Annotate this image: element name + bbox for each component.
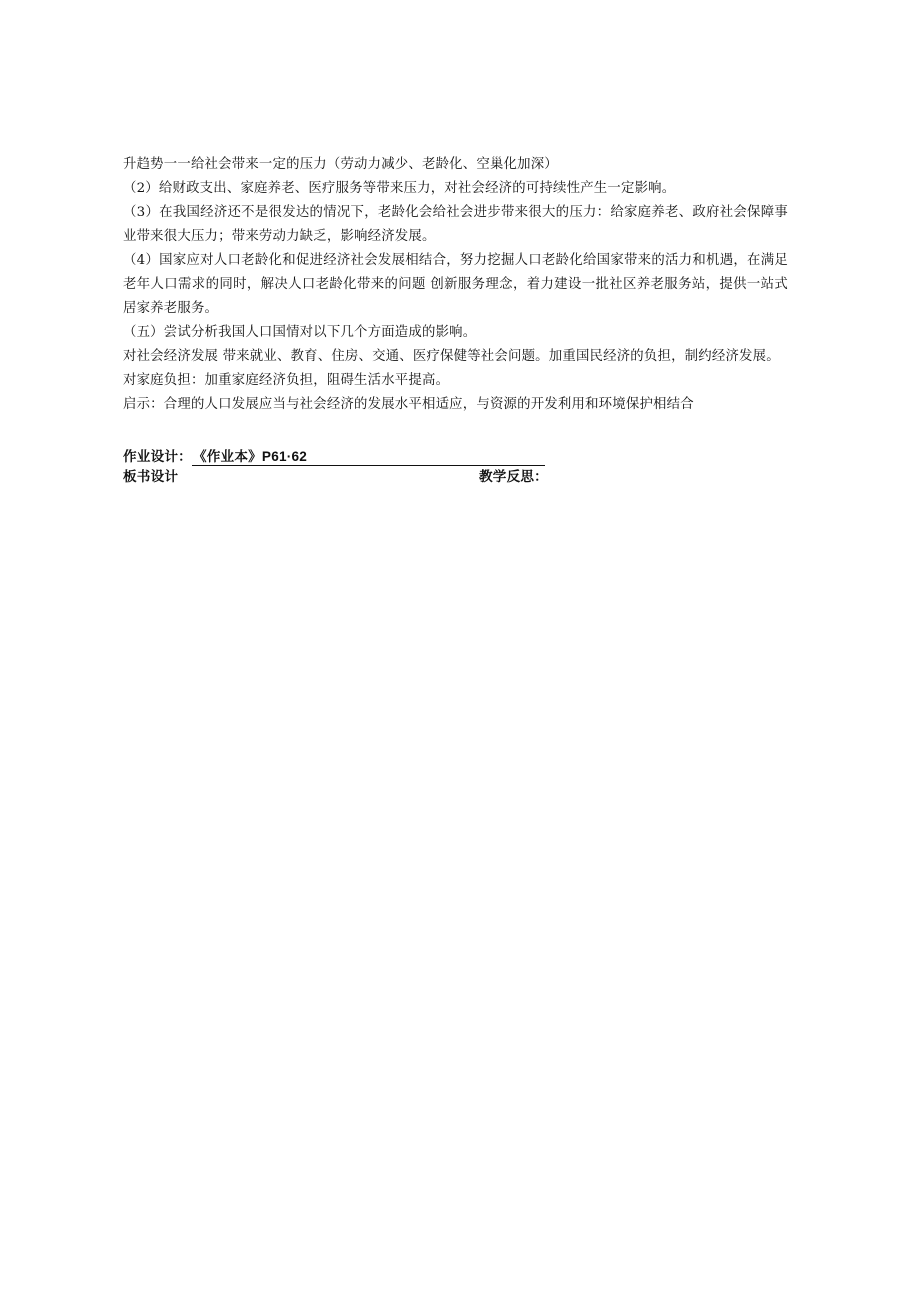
lesson-footer [123, 447, 788, 487]
board-design-label: 板书设计 [123, 469, 179, 484]
homework-design-row [123, 447, 788, 467]
paragraph-family-burden: 对家庭负担：加重家庭经济负担，阻碍生活水平提高。 [123, 373, 450, 388]
paragraph-section-5-heading: （五）尝试分析我国人口国情对以下几个方面造成的影响。 [123, 325, 477, 340]
document-page [123, 153, 788, 487]
paragraph-point-4: （4）国家应对人口老龄化和促进经济社会发展相结合，努力挖掘人口老龄化给国家带来的活力和机遇，在满足老年人口需求的同时，解决人口老龄化带来的问题 创新服务理念，着力建设一批社区养老服务站，提供一站式居家养老服务。 [123, 253, 788, 316]
paragraph-point-2: （2）给财政支出、家庭养老、医疗服务等带来压力，对社会经济的可持续性产生一定影响。 [123, 181, 676, 196]
board-reflection-row [123, 467, 788, 487]
paragraph-social-economic-impact: 对社会经济发展 带来就业、教育、住房、交通、医疗保健等社会问题。加重国民经济的负担，制约经济发展。 [123, 349, 780, 364]
homework-design-value: 《作业本》P61·62 [192, 449, 545, 466]
teaching-reflection-label: 教学反思： [479, 469, 548, 484]
homework-design-label: 作业设计： [123, 449, 192, 464]
paragraph-trend-pressure: 升趋势一一给社会带来一定的压力（劳动力减少、老龄化、空巢化加深） [123, 157, 558, 172]
paragraph-insight: 启示：合理的人口发展应当与社会经济的发展水平相适应，与资源的开发利用和环境保护相结合 [123, 397, 694, 412]
paragraph-point-3: （3）在我国经济还不是很发达的情况下，老龄化会给社会进步带来很大的压力：给家庭养老、政府社会保障事业带来很大压力；带来劳动力缺乏，影响经济发展。 [123, 205, 788, 244]
